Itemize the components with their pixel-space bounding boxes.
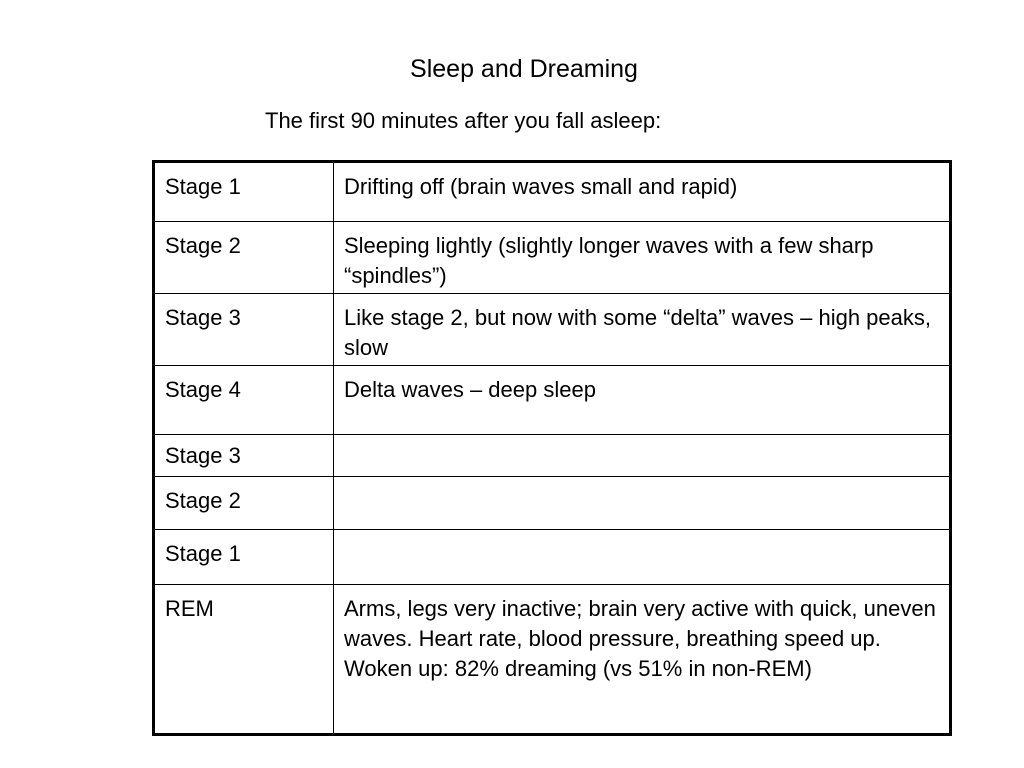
stage-cell: Stage 1 (154, 530, 334, 585)
table-row (154, 435, 951, 477)
description-cell (334, 477, 951, 530)
description-cell: Arms, legs very inactive; brain very active with quick, uneven waves. Heart rate, blood pressure, breathing speed up. Woken up: 82% dreaming (vs 51% in non-REM) (334, 585, 951, 735)
table-row (154, 294, 951, 366)
page-title: Sleep and Dreaming (410, 55, 638, 83)
stage-cell: Stage 1 (154, 162, 334, 222)
description-cell: Sleeping lightly (slightly longer waves with a few sharp “spindles”) (334, 222, 951, 294)
description-cell: Like stage 2, but now with some “delta” waves – high peaks, slow (334, 294, 951, 366)
stage-cell: Stage 4 (154, 366, 334, 435)
table-row (154, 366, 951, 435)
stage-cell: Stage 2 (154, 222, 334, 294)
description-cell (334, 530, 951, 585)
sleep-stages-table (152, 160, 952, 736)
table-row (154, 530, 951, 585)
stage-cell: Stage 2 (154, 477, 334, 530)
stage-cell: Stage 3 (154, 435, 334, 477)
description-cell (334, 435, 951, 477)
description-cell: Delta waves – deep sleep (334, 366, 951, 435)
page-subtitle: The first 90 minutes after you fall asleep: (265, 108, 662, 133)
table-row (154, 162, 951, 222)
table-row (154, 222, 951, 294)
table-row (154, 585, 951, 735)
stage-cell: REM (154, 585, 334, 735)
table-row (154, 477, 951, 530)
stage-cell: Stage 3 (154, 294, 334, 366)
description-cell: Drifting off (brain waves small and rapid) (334, 162, 951, 222)
